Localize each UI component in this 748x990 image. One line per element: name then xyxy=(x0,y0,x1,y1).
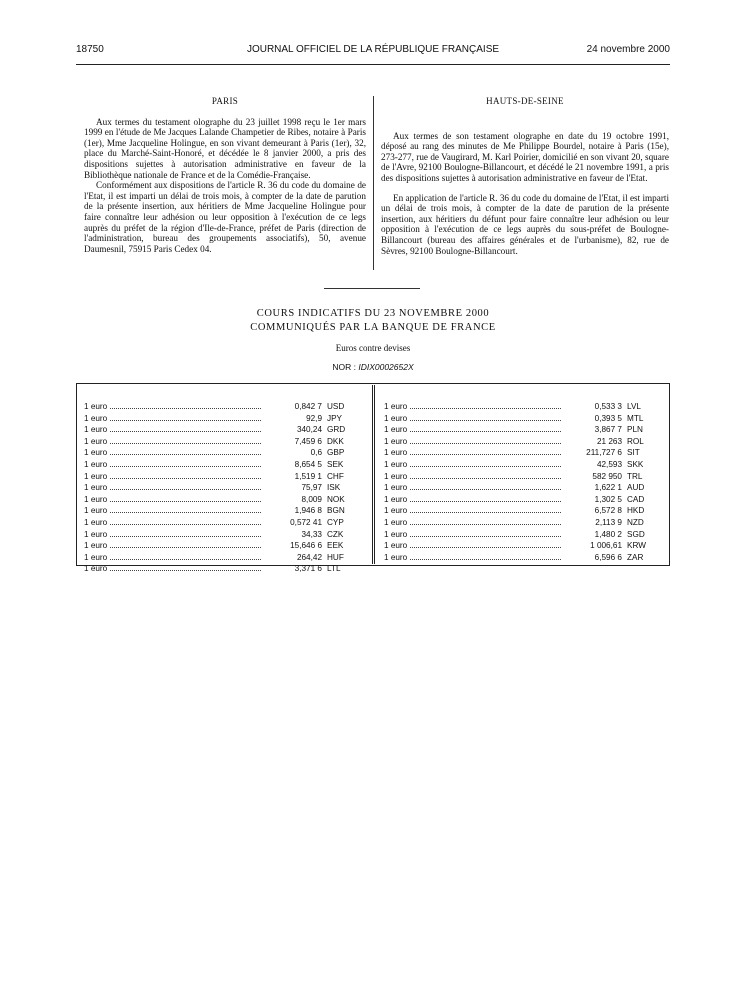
currency-code: SKK xyxy=(627,459,644,469)
rate-row xyxy=(384,470,659,482)
rate-row xyxy=(84,423,359,435)
rate-row xyxy=(384,539,659,551)
currency-code: BGN xyxy=(327,506,345,516)
leader-dots xyxy=(410,528,561,537)
currency-code: LTL xyxy=(327,564,341,574)
rate-row xyxy=(84,493,359,505)
rate-row xyxy=(384,423,659,435)
rate-row xyxy=(84,435,359,447)
rate-row xyxy=(384,435,659,447)
header-rule xyxy=(76,64,670,65)
rate-row xyxy=(84,539,359,551)
rate-row xyxy=(84,412,359,424)
rate-value: 1,480 2 xyxy=(594,529,622,539)
leader-dots xyxy=(110,446,261,455)
rate-unit: 1 euro xyxy=(84,564,108,574)
leader-dots xyxy=(110,493,261,502)
rates-title-line-2: COMMUNIQUÉS PAR LA BANQUE DE FRANCE xyxy=(250,322,496,333)
leader-dots xyxy=(410,470,561,479)
rate-unit: 1 euro xyxy=(84,459,108,469)
rate-row xyxy=(84,400,359,412)
leader-dots xyxy=(410,481,561,490)
rate-value: 211,727 6 xyxy=(586,448,622,458)
leader-dots xyxy=(410,423,561,432)
rate-unit: 1 euro xyxy=(384,506,408,516)
rates-subtitle: Euros contre devises xyxy=(335,343,411,353)
rate-unit: 1 euro xyxy=(384,436,408,446)
rate-value: 6,572 8 xyxy=(594,506,622,516)
rate-value: 8,654 5 xyxy=(294,459,322,469)
rate-row xyxy=(384,504,659,516)
rate-value: 1 006,61 xyxy=(590,541,622,551)
leader-dots xyxy=(410,400,561,409)
rates-right-column xyxy=(384,400,659,562)
rate-row xyxy=(84,516,359,528)
leader-dots xyxy=(410,551,561,560)
rate-value: 0,533 3 xyxy=(594,402,622,411)
rate-row xyxy=(384,458,659,470)
rate-value: 7,459 6 xyxy=(294,436,322,446)
rate-unit: 1 euro xyxy=(384,413,408,423)
leader-dots xyxy=(410,504,561,513)
rates-title-line-1: COURS INDICATIFS DU 23 NOVEMBRE 2000 xyxy=(256,308,490,319)
leader-dots xyxy=(110,400,261,409)
journal-title: JOURNAL OFFICIEL DE LA RÉPUBLIQUE FRANÇAISE xyxy=(246,44,500,55)
currency-code: CZK xyxy=(327,529,344,539)
rate-value: 92,9 xyxy=(306,413,322,423)
rate-row xyxy=(384,446,659,458)
rate-value: 34,33 xyxy=(301,529,322,539)
leader-dots xyxy=(410,435,561,444)
leader-dots xyxy=(110,458,261,467)
rate-unit: 1 euro xyxy=(84,448,108,458)
rate-value: 1,302 5 xyxy=(594,494,622,504)
rate-row xyxy=(84,551,359,563)
currency-code: SIT xyxy=(627,448,640,458)
rate-value: 3,867 7 xyxy=(594,425,622,435)
leader-dots xyxy=(410,493,561,502)
rate-unit: 1 euro xyxy=(84,517,108,527)
rate-value: 0,6 xyxy=(310,448,322,458)
currency-code: PLN xyxy=(627,425,643,435)
rate-row xyxy=(84,470,359,482)
currency-code: NOK xyxy=(327,494,345,504)
rate-value: 582 950 xyxy=(592,471,622,481)
leader-dots xyxy=(110,551,261,560)
rate-row xyxy=(84,481,359,493)
leader-dots xyxy=(110,470,261,479)
currency-code: GBP xyxy=(327,448,345,458)
section-rule xyxy=(324,288,420,289)
rate-unit: 1 euro xyxy=(384,459,408,469)
article-paragraph: En application de l'article R. 36 du code du domaine de l'Etat, il est imparti un délai de trois mois, à compter de la date de parution de la présente insertion, aux héritiers du défunt pour faire connaître leur adhésion ou leur opposition à l'exécution de ce legs auprès du sous-préfet de Boulogne-Billancourt (bureau des affaires générales et de l'urbanisme), 82, rue de Sèvres, 92100 Boulogne-Billancourt. xyxy=(381,192,669,256)
leader-dots xyxy=(110,423,261,432)
currency-code: USD xyxy=(327,402,345,411)
currency-code: NZD xyxy=(627,517,644,527)
leader-dots xyxy=(110,481,261,490)
rate-unit: 1 euro xyxy=(84,436,108,446)
currency-code: LVL xyxy=(627,402,641,411)
rate-unit: 1 euro xyxy=(384,529,408,539)
leader-dots xyxy=(410,539,561,548)
currency-code: CAD xyxy=(627,494,645,504)
rate-value: 75,97 xyxy=(301,483,322,493)
rate-value: 42,593 xyxy=(596,459,622,469)
leader-dots xyxy=(110,412,261,421)
rate-unit: 1 euro xyxy=(384,541,408,551)
rate-value: 1,622 1 xyxy=(594,483,622,493)
rate-row xyxy=(384,516,659,528)
article-paris xyxy=(84,96,366,254)
rate-value: 264,42 xyxy=(296,552,322,562)
leader-dots xyxy=(410,446,561,455)
leader-dots xyxy=(110,528,261,537)
rate-unit: 1 euro xyxy=(84,483,108,493)
rate-unit: 1 euro xyxy=(84,541,108,551)
leader-dots xyxy=(110,539,261,548)
currency-code: CHF xyxy=(327,471,344,481)
rate-unit: 1 euro xyxy=(84,471,108,481)
currency-code: CYP xyxy=(327,517,344,527)
rate-value: 8,009 xyxy=(301,494,322,504)
article-paragraph: Aux termes de son testament olographe en date du 19 octobre 1991, déposé au rang des minutes de Me Philippe Bourdel, notaire à Paris (15e), 273-277, rue de Vaugirard, M. Karl Poirier, domicilié en son vivant 20, square de l'Avre, 92100 Boulogne-Billancourt, et décédé le 21 novembre 1991, a pris des dispositions sujettes à autorisation administrative en faveur de l'Etat. xyxy=(381,130,669,183)
rate-unit: 1 euro xyxy=(384,552,408,562)
currency-code: GRD xyxy=(327,425,346,435)
currency-code: KRW xyxy=(627,541,646,551)
rate-value: 21 263 xyxy=(596,436,622,446)
article-heading: HAUTS-DE-SEINE xyxy=(486,96,564,106)
rate-value: 340,24 xyxy=(296,425,322,435)
currency-code: JPY xyxy=(327,413,343,423)
rate-row xyxy=(384,551,659,563)
currency-code: SGD xyxy=(627,529,645,539)
rate-unit: 1 euro xyxy=(84,506,108,516)
leader-dots xyxy=(410,412,561,421)
rate-unit: 1 euro xyxy=(384,471,408,481)
rate-row xyxy=(384,481,659,493)
rate-unit: 1 euro xyxy=(384,448,408,458)
rates-left-column xyxy=(84,400,359,574)
rate-value: 0,393 5 xyxy=(594,413,622,423)
currency-code: HKD xyxy=(627,506,645,516)
rate-unit: 1 euro xyxy=(84,552,108,562)
running-header xyxy=(76,44,670,60)
rate-row xyxy=(84,504,359,516)
nor-label: NOR : xyxy=(332,362,356,372)
rate-value: 15,646 6 xyxy=(290,541,322,551)
leader-dots xyxy=(110,435,261,444)
currency-code: AUD xyxy=(627,483,645,493)
rate-unit: 1 euro xyxy=(384,425,408,435)
leader-dots xyxy=(110,504,261,513)
rate-unit: 1 euro xyxy=(84,494,108,504)
page-number: 18750 xyxy=(76,44,104,55)
currency-code: EEK xyxy=(327,541,344,551)
article-heading: PARIS xyxy=(211,96,239,106)
rate-unit: 1 euro xyxy=(84,529,108,539)
currency-code: ISK xyxy=(327,483,341,493)
rate-value: 0,842 7 xyxy=(294,402,322,411)
rate-value: 0,572 41 xyxy=(290,517,322,527)
rate-unit: 1 euro xyxy=(384,402,408,411)
rate-row xyxy=(84,458,359,470)
nor-reference xyxy=(76,362,670,372)
leader-dots xyxy=(110,562,261,571)
column-separator xyxy=(373,96,374,270)
table-divider xyxy=(372,385,375,564)
nor-code: IDIX0002652X xyxy=(358,362,414,372)
rate-row xyxy=(384,400,659,412)
currency-code: DKK xyxy=(327,436,344,446)
rate-unit: 1 euro xyxy=(384,494,408,504)
rate-value: 1,519 1 xyxy=(294,471,322,481)
rate-row xyxy=(384,528,659,540)
article-hauts-de-seine xyxy=(381,96,669,265)
rate-row xyxy=(84,562,359,574)
rate-unit: 1 euro xyxy=(384,483,408,493)
currency-code: ZAR xyxy=(627,552,644,562)
rate-value: 2,113 9 xyxy=(595,517,622,527)
rate-unit: 1 euro xyxy=(384,517,408,527)
rate-unit: 1 euro xyxy=(84,425,108,435)
leader-dots xyxy=(410,516,561,525)
rate-value: 3,371 6 xyxy=(294,564,322,574)
currency-code: MTL xyxy=(627,413,644,423)
rate-value: 6,596 6 xyxy=(594,552,622,562)
article-paragraph: Aux termes du testament olographe du 23 juillet 1998 reçu le 1er mars 1999 en l'étude de Me Jacques Lalande Champetier de Ribes, notaire à Paris (1er), Mme Jacqueline Holingue, en son vivant demeurant à Paris (1er), 32, place du Marché-Saint-Honoré, et décédée le 8 janvier 2000, a pris des dispositions sujettes à autorisation administrative en faveur de la Bibliothèque nationale de France et de la Comédie-Française. xyxy=(84,116,366,180)
leader-dots xyxy=(410,458,561,467)
leader-dots xyxy=(110,516,261,525)
rate-row xyxy=(84,528,359,540)
issue-date: 24 novembre 2000 xyxy=(586,44,670,55)
rate-value: 1,946 8 xyxy=(294,506,322,516)
currency-code: HUF xyxy=(327,552,344,562)
currency-code: SEK xyxy=(327,459,344,469)
exchange-rates-table xyxy=(76,383,670,574)
currency-code: ROL xyxy=(627,436,644,446)
rate-row xyxy=(384,412,659,424)
rate-row xyxy=(384,493,659,505)
rate-row xyxy=(84,446,359,458)
rate-unit: 1 euro xyxy=(84,402,108,411)
currency-code: TRL xyxy=(627,471,643,481)
rate-unit: 1 euro xyxy=(84,413,108,423)
article-paragraph: Conformément aux dispositions de l'article R. 36 du code du domaine de l'Etat, il est imparti un délai de trois mois, à compter de la date de parution de la présente insertion, aux héritiers de Mme Jacqueline Holingue pour faire connaître leur adhésion ou leur opposition à l'exécution de ce legs auprès du préfet de la région d'Ile-de-France, préfet de Paris (direction de l'administration, bureau des groupements associatifs), 50, avenue Daumesnil, 75915 Paris Cedex 04. xyxy=(84,180,366,254)
